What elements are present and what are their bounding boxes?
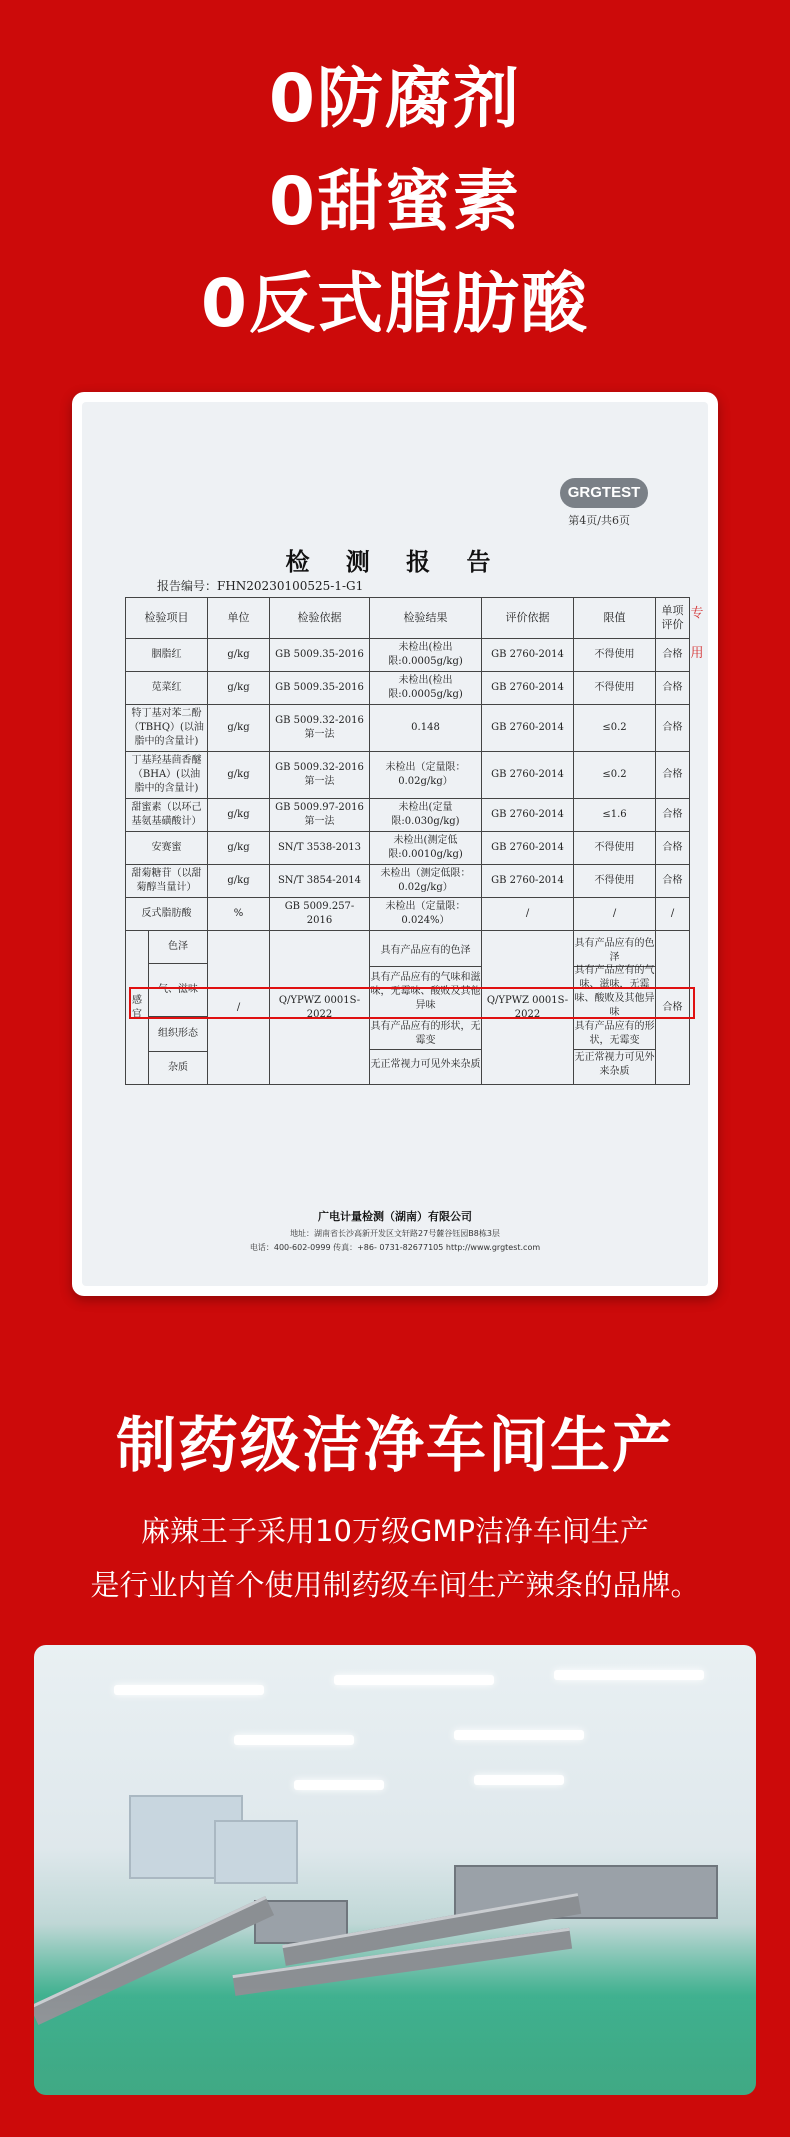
clean-workshop-photo xyxy=(34,1645,756,2095)
cell: 不得使用 xyxy=(574,832,656,865)
table-row xyxy=(126,865,690,898)
sensory-group-label: 感官 xyxy=(126,931,149,1084)
table-row xyxy=(126,672,690,705)
cell: GB 5009.35-2016 xyxy=(270,639,370,672)
cell: 反式脂肪酸 xyxy=(126,898,208,931)
column-header: 检验项目 xyxy=(126,598,208,639)
column-header: 限值 xyxy=(574,598,656,639)
column-header: 单位 xyxy=(208,598,270,639)
cell: GB 2760-2014 xyxy=(482,639,574,672)
cell: GB 5009.257-2016 xyxy=(270,898,370,931)
cell: 不得使用 xyxy=(574,672,656,705)
sensory-limit: 具有产品应有的气味、滋味，无霉味、酸败及其他异味 xyxy=(574,965,655,1018)
cell: 未检出（定量限：0.02g/kg） xyxy=(370,752,482,799)
cell: 合格 xyxy=(656,639,690,672)
cell: 丁基羟基茴香醚（BHA）(以油脂中的含量计) xyxy=(126,752,208,799)
report-title: 检 测 报 告 xyxy=(285,547,505,576)
table-row xyxy=(126,705,690,752)
cell: 合格 xyxy=(656,705,690,752)
lab-address: 地址：湖南省长沙高新开发区文轩路27号麓谷钰园B8栋3层 xyxy=(290,1229,500,1238)
sensory-result: 具有产品应有的色泽 xyxy=(380,945,471,956)
ceiling-light xyxy=(334,1675,494,1685)
table-row xyxy=(126,832,690,865)
cell: 未检出(检出限:0.0005g/kg) xyxy=(370,639,482,672)
cell: 未检出(定量限:0.030g/kg) xyxy=(370,799,482,832)
cell: g/kg xyxy=(208,672,270,705)
ceiling-light xyxy=(234,1735,354,1745)
ceiling-light xyxy=(554,1670,704,1680)
column-header: 检验结果 xyxy=(370,598,482,639)
ceiling-light xyxy=(474,1775,564,1785)
cell: 合格 xyxy=(656,931,690,1085)
cell: g/kg xyxy=(208,865,270,898)
cell: GB 5009.97-2016 第一法 xyxy=(270,799,370,832)
grgtest-logo: GRGTEST xyxy=(560,478,648,508)
sensory-item-name: 杂质 xyxy=(149,1052,208,1085)
cell: Q/YPWZ 0001S-2022 xyxy=(270,931,370,1085)
cell: 安赛蜜 xyxy=(126,832,208,865)
cell: 合格 xyxy=(656,799,690,832)
cell: / xyxy=(574,898,656,931)
cell: 特丁基对苯二酚（TBHQ）(以油脂中的含量计) xyxy=(126,705,208,752)
cell: GB 2760-2014 xyxy=(482,799,574,832)
floor-reflection xyxy=(34,1985,756,2095)
cell: GB 5009.32-2016 第一法 xyxy=(270,705,370,752)
headline-no-preservatives: 0防腐剂 xyxy=(269,60,521,137)
ceiling-light xyxy=(294,1780,384,1790)
report-number: 报告编号：FHN20230100525-1-G1 xyxy=(157,579,364,593)
cell: 合格 xyxy=(656,865,690,898)
cell: / xyxy=(482,898,574,931)
sensory-limit: 具有产品应有的色泽 xyxy=(574,938,655,963)
wall-window xyxy=(214,1820,298,1884)
lab-contact: 电话：400-602-0999 传真：+86- 0731-82677105 http://www.grgtest.com xyxy=(249,1243,541,1252)
trans-fat-row xyxy=(126,898,690,931)
cell: 合格 xyxy=(656,672,690,705)
table-header-row xyxy=(126,598,690,639)
cell: SN/T 3538-2013 xyxy=(270,832,370,865)
cell: / xyxy=(656,898,690,931)
headline-no-trans-fat: 0反式脂肪酸 xyxy=(201,265,589,342)
cell: 苋菜红 xyxy=(126,672,208,705)
sensory-limit: 无正常视力可见外来杂质 xyxy=(574,1049,655,1079)
cell: 甜蜜素（以环己基氨基磺酸计） xyxy=(126,799,208,832)
cell: 合格 xyxy=(656,752,690,799)
test-report-card xyxy=(72,392,718,1296)
cell: 0.148 xyxy=(370,705,482,752)
sensory-result: 具有产品应有的形状，无霉变 xyxy=(370,1017,481,1049)
cell: 未检出(检出限:0.0005g/kg) xyxy=(370,672,482,705)
cell: GB 2760-2014 xyxy=(482,865,574,898)
table-row xyxy=(126,752,690,799)
cell: 不得使用 xyxy=(574,865,656,898)
cell: / xyxy=(208,931,270,1085)
cell: GB 2760-2014 xyxy=(482,672,574,705)
cell: Q/YPWZ 0001S-2022 xyxy=(482,931,574,1085)
cell: GB 2760-2014 xyxy=(482,705,574,752)
sensory-item-name: 组织形态 xyxy=(149,1017,208,1052)
sensory-limit: 具有产品应有的形状，无霉变 xyxy=(574,1017,655,1049)
cell: SN/T 3854-2014 xyxy=(270,865,370,898)
cell: g/kg xyxy=(208,752,270,799)
red-stamp: 专 用 xyxy=(690,606,704,661)
sensory-result: 具有产品应有的气味和滋味，无霉味、酸败及其他异味 xyxy=(370,966,481,1017)
cell: g/kg xyxy=(208,639,270,672)
cell: GB 2760-2014 xyxy=(482,832,574,865)
cell: GB 5009.35-2016 xyxy=(270,672,370,705)
cell: 胭脂红 xyxy=(126,639,208,672)
cell: 不得使用 xyxy=(574,639,656,672)
workshop-desc-line-2: 是行业内首个使用制药级车间生产辣条的品牌。 xyxy=(90,1568,700,1602)
cell: % xyxy=(208,898,270,931)
headline-no-cyclamate: 0甜蜜素 xyxy=(269,163,521,240)
report-paper xyxy=(82,402,708,1286)
report-page-number: 第4页/共6页 xyxy=(568,514,630,527)
lab-company-name: 广电计量检测（湖南）有限公司 xyxy=(318,1210,472,1223)
cell: 甜菊糖苷（以甜菊醇当量计） xyxy=(126,865,208,898)
sensory-item-name: 色泽 xyxy=(168,941,188,952)
table-row xyxy=(126,639,690,672)
ceiling-light xyxy=(114,1685,264,1695)
table-row xyxy=(126,799,690,832)
column-header: 评价依据 xyxy=(482,598,574,639)
cell: 未检出（测定低限：0.02g/kg） xyxy=(370,865,482,898)
column-header: 单项评价 xyxy=(656,598,690,639)
cell: g/kg xyxy=(208,705,270,752)
cell: GB 2760-2014 xyxy=(482,752,574,799)
cell: g/kg xyxy=(208,799,270,832)
cell: ≤1.6 xyxy=(574,799,656,832)
column-header: 检验依据 xyxy=(270,598,370,639)
cell: 未检出(测定低限:0.0010g/kg) xyxy=(370,832,482,865)
cell: GB 5009.32-2016 第一法 xyxy=(270,752,370,799)
sensory-result: 无正常视力可见外来杂质 xyxy=(370,1049,481,1079)
ceiling-light xyxy=(454,1730,584,1740)
cell: ≤0.2 xyxy=(574,705,656,752)
workshop-desc-line-1: 麻辣王子采用10万级GMP洁净车间生产 xyxy=(141,1514,649,1548)
cell: 未检出（定量限：0.024%） xyxy=(370,898,482,931)
trans-fat-highlight-box xyxy=(129,987,695,1019)
cell: ≤0.2 xyxy=(574,752,656,799)
sensory-item-name: 气、滋味 xyxy=(149,964,208,1017)
workshop-section-title: 制药级洁净车间生产 xyxy=(116,1411,674,1481)
cell: g/kg xyxy=(208,832,270,865)
cell: 合格 xyxy=(656,832,690,865)
